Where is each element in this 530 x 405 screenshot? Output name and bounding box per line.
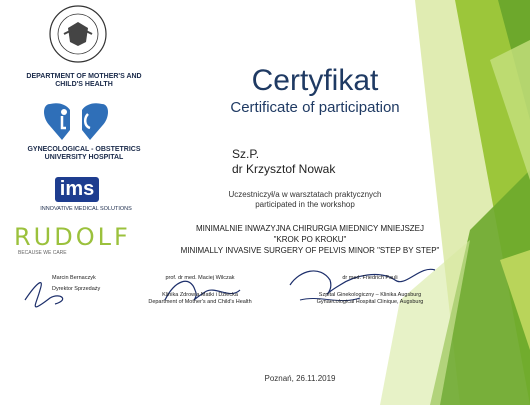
signature-3-role: Szpital Ginekologiczny – Klinika Augsburg	[318, 292, 422, 298]
workshop-title	[150, 223, 470, 256]
hospital-name: GYNECOLOGICAL - OBSTETRICS UNIVERSITY HOSPITAL	[27, 146, 141, 161]
ims-logo: ims	[55, 177, 99, 202]
signature-3-role-en: Gynaecological Hospital Clinique, Augsburg	[316, 299, 424, 305]
signature-2-role: Klinika Zdrowia Matki i Dziecka	[162, 292, 238, 298]
signature-1-name: Marcin Bernaczyk	[52, 275, 96, 281]
certificate-subtitle: Certificate of participation	[230, 99, 400, 116]
participation-en: participated in the workshop	[255, 200, 355, 209]
university-seal	[42, 4, 114, 64]
rudolf-tagline: BECAUSE WE CARE	[18, 250, 67, 256]
signature-1-role: Dyrektor Sprzedaży	[52, 286, 101, 292]
workshop-en: MINIMALLY INVASIVE SURGERY OF PELVIS MINOR "STEP BY STEP"	[180, 246, 440, 255]
certificate-title: Certyfikat	[251, 64, 379, 97]
signature-2	[140, 275, 260, 306]
signature-2-role-en: Department of Mother's and Child's Health	[148, 299, 252, 305]
salutation: Sz.P.	[232, 147, 260, 161]
workshop-pl-line2: "KROK PO KROKU"	[273, 235, 347, 244]
signature-3	[300, 275, 440, 306]
ims-tagline: INNOVATIVE MEDICAL SOLUTIONS	[40, 206, 132, 212]
participation-pl: Uczestniczył/a w warsztatach praktycznych	[228, 190, 382, 199]
participation-text	[160, 190, 450, 210]
signature-3-name: dr med. Friedrich Pauli	[342, 275, 398, 281]
hospital-logo	[40, 96, 112, 144]
place-date: Poznań, 26.11.2019	[264, 374, 336, 383]
participant-name: dr Krzysztof Nowak	[232, 162, 336, 176]
workshop-pl-line1: MINIMALNIE INWAZYJNA CHIRURGIA MIEDNICY MNIEJSZEJ	[195, 224, 425, 233]
signature-2-name: prof. dr med. Maciej Wilczak	[165, 275, 235, 281]
signature-1	[52, 275, 152, 293]
rudolf-logo: RUDOLF	[14, 223, 131, 251]
department-name: DEPARTMENT OF MOTHER'S AND CHILD'S HEALTH	[26, 73, 142, 88]
